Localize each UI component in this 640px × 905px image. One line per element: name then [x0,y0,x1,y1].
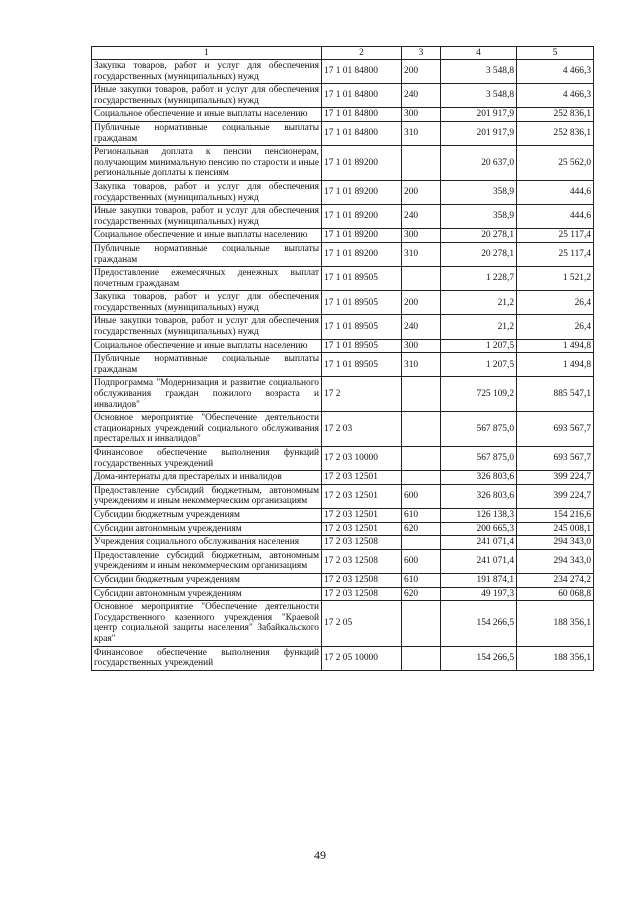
row-code-cell: 17 1 01 84800 [322,84,402,108]
row-name-cell: Подпрограмма "Модернизация и развитие социального обслуживания граждан пожилого возраста и инвалидов" [92,377,322,412]
row-amount-col4-cell: 191 874,1 [441,573,517,587]
row-amount-col5-cell: 4 466,3 [517,60,594,84]
row-name-cell: Субсидии автономным учреждениям [92,587,322,601]
row-expense-type-cell: 200 [402,180,441,204]
row-code-cell: 17 1 01 89200 [322,205,402,229]
table-row [92,205,594,229]
row-expense-type-cell: 200 [402,291,441,315]
column-number-row [92,47,594,60]
column-number-4: 4 [441,47,517,60]
row-expense-type-cell [402,601,441,646]
row-code-cell: 17 2 03 12508 [322,587,402,601]
budget-table [91,46,594,671]
table-row [92,508,594,522]
row-name-cell: Финансовое обеспечение выполнения функций государственных учреждений [92,646,322,670]
row-name-cell: Региональная доплата к пенсии пенсионерам, получающим минимальную пенсию по старости и иные региональные доплаты к пенсиям [92,146,322,181]
row-code-cell: 17 2 05 10000 [322,646,402,670]
row-expense-type-cell: 310 [402,121,441,145]
row-expense-type-cell: 300 [402,229,441,243]
row-code-cell: 17 1 01 89200 [322,242,402,266]
column-number-5: 5 [517,47,594,60]
row-expense-type-cell [402,412,441,447]
table-body [92,60,594,671]
row-amount-col5-cell: 25 562,0 [517,146,594,181]
row-code-cell: 17 2 03 12501 [322,471,402,485]
row-amount-col5-cell: 294 343,0 [517,536,594,550]
row-name-cell: Публичные нормативные социальные выплаты гражданам [92,242,322,266]
column-number-2: 2 [322,47,402,60]
row-amount-col4-cell: 20 637,0 [441,146,517,181]
row-amount-col5-cell: 294 343,0 [517,549,594,573]
row-code-cell: 17 1 01 89200 [322,146,402,181]
row-amount-col5-cell: 25 117,4 [517,229,594,243]
row-amount-col5-cell: 60 068,8 [517,587,594,601]
table-row [92,536,594,550]
column-number-1: 1 [92,47,322,60]
table-row [92,549,594,573]
row-expense-type-cell: 240 [402,315,441,339]
row-expense-type-cell: 310 [402,242,441,266]
row-expense-type-cell: 200 [402,60,441,84]
row-amount-col4-cell: 358,9 [441,180,517,204]
row-amount-col4-cell: 21,2 [441,315,517,339]
row-amount-col4-cell: 49 197,3 [441,587,517,601]
row-code-cell: 17 1 01 84800 [322,121,402,145]
row-amount-col5-cell: 25 117,4 [517,242,594,266]
row-amount-col5-cell: 154 216,6 [517,508,594,522]
row-amount-col5-cell: 444,6 [517,180,594,204]
row-code-cell: 17 1 01 89505 [322,339,402,353]
row-code-cell: 17 2 [322,377,402,412]
table-row [92,242,594,266]
row-amount-col4-cell: 567 875,0 [441,447,517,471]
row-amount-col4-cell: 725 109,2 [441,377,517,412]
row-code-cell: 17 1 01 84800 [322,108,402,122]
row-code-cell: 17 2 03 12508 [322,536,402,550]
page-number: 49 [314,848,326,862]
row-name-cell: Субсидии бюджетным учреждениям [92,573,322,587]
row-amount-col5-cell: 252 836,1 [517,108,594,122]
table-row [92,573,594,587]
row-code-cell: 17 1 01 89505 [322,353,402,377]
row-amount-col4-cell: 126 138,3 [441,508,517,522]
table-row [92,353,594,377]
row-code-cell: 17 1 01 89200 [322,180,402,204]
row-name-cell: Дома-интернаты для престарелых и инвалидов [92,471,322,485]
row-code-cell: 17 2 03 12508 [322,573,402,587]
table-row [92,180,594,204]
row-amount-col5-cell: 1 494,8 [517,353,594,377]
table-row [92,412,594,447]
row-amount-col4-cell: 1 207,5 [441,339,517,353]
row-amount-col4-cell: 1 228,7 [441,267,517,291]
row-expense-type-cell: 600 [402,484,441,508]
row-expense-type-cell [402,536,441,550]
row-name-cell: Учреждения социального обслуживания населения [92,536,322,550]
row-name-cell: Иные закупки товаров, работ и услуг для обеспечения государственных (муниципальных) нужд [92,84,322,108]
row-amount-col4-cell: 326 803,6 [441,484,517,508]
row-code-cell: 17 2 03 12501 [322,522,402,536]
row-amount-col4-cell: 241 071,4 [441,549,517,573]
row-name-cell: Закупка товаров, работ и услуг для обеспечения государственных (муниципальных) нужд [92,180,322,204]
row-amount-col5-cell: 399 224,7 [517,471,594,485]
row-amount-col4-cell: 21,2 [441,291,517,315]
table-row [92,447,594,471]
table-row [92,471,594,485]
row-amount-col4-cell: 567 875,0 [441,412,517,447]
table-row [92,108,594,122]
row-amount-col5-cell: 399 224,7 [517,484,594,508]
row-expense-type-cell [402,471,441,485]
table-row [92,291,594,315]
row-amount-col5-cell: 245 008,1 [517,522,594,536]
row-amount-col5-cell: 444,6 [517,205,594,229]
table-row [92,522,594,536]
row-amount-col5-cell: 4 466,3 [517,84,594,108]
row-code-cell: 17 1 01 89505 [322,291,402,315]
table-row [92,646,594,670]
row-code-cell: 17 2 03 12501 [322,508,402,522]
row-amount-col5-cell: 885 547,1 [517,377,594,412]
row-amount-col5-cell: 252 836,1 [517,121,594,145]
row-code-cell: 17 2 03 12501 [322,484,402,508]
table-row [92,229,594,243]
row-amount-col4-cell: 201 917,9 [441,108,517,122]
table-row [92,267,594,291]
row-name-cell: Иные закупки товаров, работ и услуг для обеспечения государственных (муниципальных) нужд [92,315,322,339]
row-code-cell: 17 1 01 84800 [322,60,402,84]
row-amount-col4-cell: 3 548,8 [441,60,517,84]
row-expense-type-cell [402,646,441,670]
row-name-cell: Закупка товаров, работ и услуг для обеспечения государственных (муниципальных) нужд [92,60,322,84]
row-expense-type-cell: 610 [402,573,441,587]
row-amount-col5-cell: 1 521,2 [517,267,594,291]
row-name-cell: Предоставление ежемесячных денежных выплат почетным гражданам [92,267,322,291]
row-code-cell: 17 1 01 89200 [322,229,402,243]
table-row [92,84,594,108]
row-expense-type-cell: 610 [402,508,441,522]
row-name-cell: Предоставление субсидий бюджетным, автономным учреждениям и иным некоммерческим организациям [92,484,322,508]
row-expense-type-cell [402,146,441,181]
table-row [92,339,594,353]
table-row [92,121,594,145]
row-name-cell: Социальное обеспечение и иные выплаты населению [92,108,322,122]
row-name-cell: Иные закупки товаров, работ и услуг для обеспечения государственных (муниципальных) нужд [92,205,322,229]
row-amount-col4-cell: 3 548,8 [441,84,517,108]
row-expense-type-cell: 600 [402,549,441,573]
row-code-cell: 17 2 03 [322,412,402,447]
row-expense-type-cell [402,447,441,471]
column-number-3: 3 [402,47,441,60]
row-amount-col4-cell: 200 665,3 [441,522,517,536]
row-name-cell: Предоставление субсидий бюджетным, автономным учреждениям и иным некоммерческим организациям [92,549,322,573]
row-amount-col4-cell: 20 278,1 [441,242,517,266]
row-amount-col4-cell: 326 803,6 [441,471,517,485]
row-code-cell: 17 2 05 [322,601,402,646]
row-name-cell: Субсидии бюджетным учреждениям [92,508,322,522]
row-amount-col5-cell: 693 567,7 [517,412,594,447]
row-expense-type-cell [402,377,441,412]
row-amount-col5-cell: 188 356,1 [517,646,594,670]
row-amount-col5-cell: 234 274,2 [517,573,594,587]
table-row [92,601,594,646]
row-amount-col4-cell: 241 071,4 [441,536,517,550]
row-amount-col5-cell: 26,4 [517,291,594,315]
row-expense-type-cell: 300 [402,339,441,353]
row-expense-type-cell: 240 [402,205,441,229]
row-name-cell: Социальное обеспечение и иные выплаты населению [92,229,322,243]
table-row [92,484,594,508]
row-name-cell: Основное мероприятие "Обеспечение деятельности стационарных учреждений социального обслуживания престарелых и инвалидов" [92,412,322,447]
row-amount-col5-cell: 26,4 [517,315,594,339]
row-expense-type-cell: 300 [402,108,441,122]
table-row [92,146,594,181]
row-amount-col5-cell: 1 494,8 [517,339,594,353]
row-amount-col4-cell: 20 278,1 [441,229,517,243]
table-row [92,587,594,601]
table-row [92,377,594,412]
row-amount-col4-cell: 358,9 [441,205,517,229]
row-expense-type-cell: 620 [402,587,441,601]
table-row [92,60,594,84]
row-amount-col5-cell: 693 567,7 [517,447,594,471]
table-row [92,315,594,339]
row-amount-col4-cell: 1 207,5 [441,353,517,377]
row-code-cell: 17 2 03 12508 [322,549,402,573]
row-expense-type-cell: 620 [402,522,441,536]
row-code-cell: 17 1 01 89505 [322,315,402,339]
row-amount-col4-cell: 154 266,5 [441,601,517,646]
row-code-cell: 17 2 03 10000 [322,447,402,471]
row-expense-type-cell: 310 [402,353,441,377]
row-name-cell: Публичные нормативные социальные выплаты гражданам [92,121,322,145]
row-name-cell: Закупка товаров, работ и услуг для обеспечения государственных (муниципальных) нужд [92,291,322,315]
row-amount-col4-cell: 201 917,9 [441,121,517,145]
row-amount-col4-cell: 154 266,5 [441,646,517,670]
row-expense-type-cell [402,267,441,291]
row-name-cell: Публичные нормативные социальные выплаты гражданам [92,353,322,377]
row-expense-type-cell: 240 [402,84,441,108]
row-name-cell: Социальное обеспечение и иные выплаты населению [92,339,322,353]
row-amount-col5-cell: 188 356,1 [517,601,594,646]
row-name-cell: Субсидии автономным учреждениям [92,522,322,536]
row-name-cell: Финансовое обеспечение выполнения функций государственных учреждений [92,447,322,471]
row-name-cell: Основное мероприятие "Обеспечение деятельности Государственного казенного учреждения "Краевой центр социальной защиты населения" Забайкальского края" [92,601,322,646]
row-code-cell: 17 1 01 89505 [322,267,402,291]
